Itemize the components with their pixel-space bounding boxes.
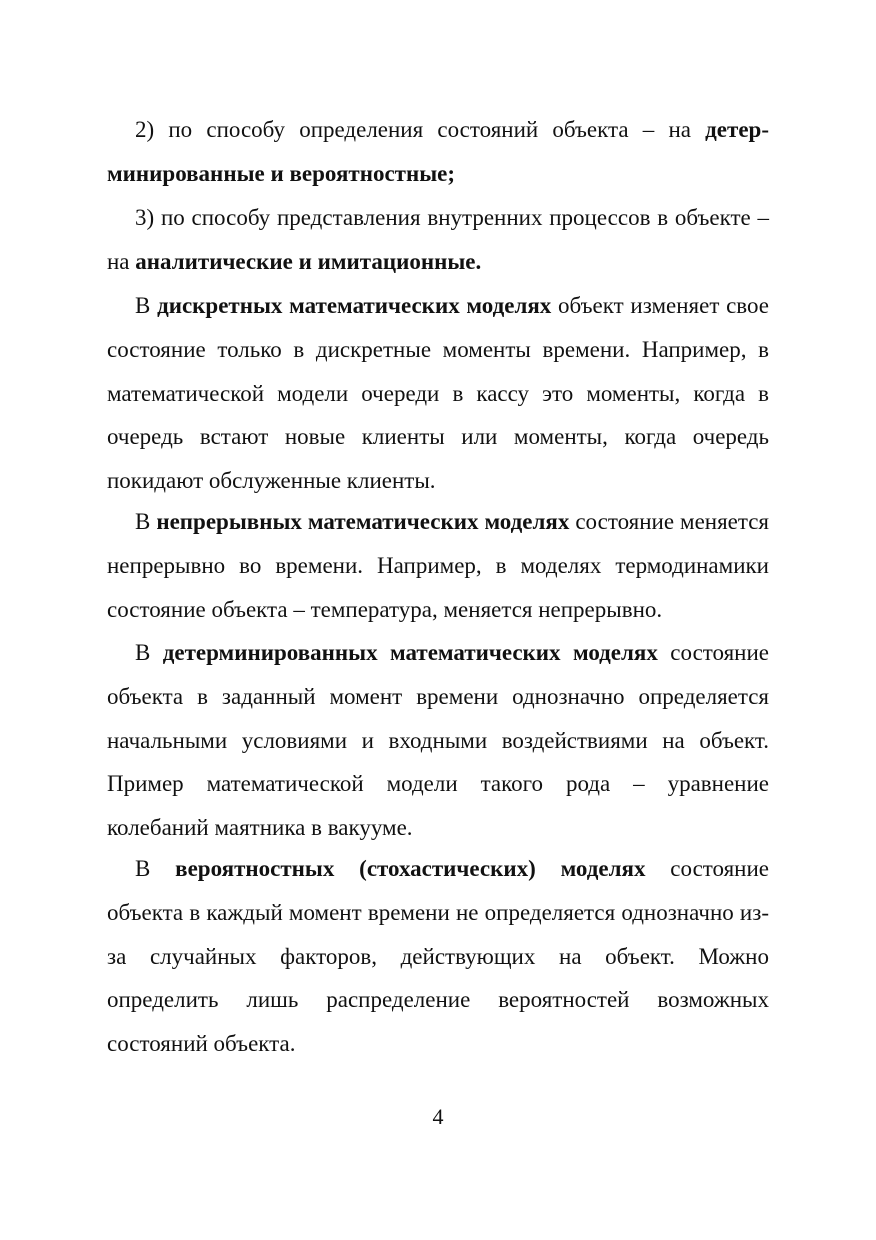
paragraph-stochastic-models (107, 847, 769, 1066)
paragraph-text: 2) по способу определения состояний объекта – на (135, 117, 706, 142)
paragraph-text: В (135, 509, 157, 534)
bold-term: аналитические и имитационные. (135, 248, 482, 274)
paragraph-text: 3) по способу представления внутренних процессов в объекте – на (107, 205, 769, 274)
paragraph-text: В (135, 856, 176, 881)
paragraph-classification-representation (107, 196, 769, 284)
paragraph-deterministic-models (107, 631, 769, 850)
paragraph-text: В (135, 293, 158, 318)
paragraph-text: В (135, 640, 163, 665)
paragraph-text: состояние объекта в каждый момент времени не определяется однозначно из-за случайных факторов, действующих на объект. Можно определить лишь распределение вероятностей возможных состояний объекта. (107, 856, 769, 1057)
bold-term: детерминированные и вероятностные; (107, 117, 769, 186)
bold-term: вероятностных (стохастических) моделях (175, 856, 646, 881)
paragraph-text: состояние меняется непрерывно во времени. Например, в моделях термодинамики состояние объекта – температура, меняется непрерывно. (107, 509, 769, 622)
bold-term: непрерывных математических моделях (156, 509, 570, 534)
paragraph-classification-determinism (107, 108, 769, 196)
paragraph-text: состояние объекта в заданный момент времени однозначно определяется начальными условиями и входными воздействиями на объект. Пример математической модели такого рода – уравнение колебаний маятника в вакууме. (107, 640, 769, 841)
bold-term: детерминированных математических моделях (162, 640, 658, 665)
page-number: 4 (432, 1104, 444, 1129)
paragraph-text: объект изменяет свое состояние только в дискретные моменты времени. Например, в математической модели очереди в кассу это моменты, когда в очередь встают новые клиенты или моменты, когда очередь покидают обслуженные клиенты. (107, 293, 769, 494)
paragraph-continuous-models (107, 500, 769, 631)
paragraph-discrete-models (107, 284, 769, 503)
bold-term: дискретных математических моделях (157, 293, 552, 318)
